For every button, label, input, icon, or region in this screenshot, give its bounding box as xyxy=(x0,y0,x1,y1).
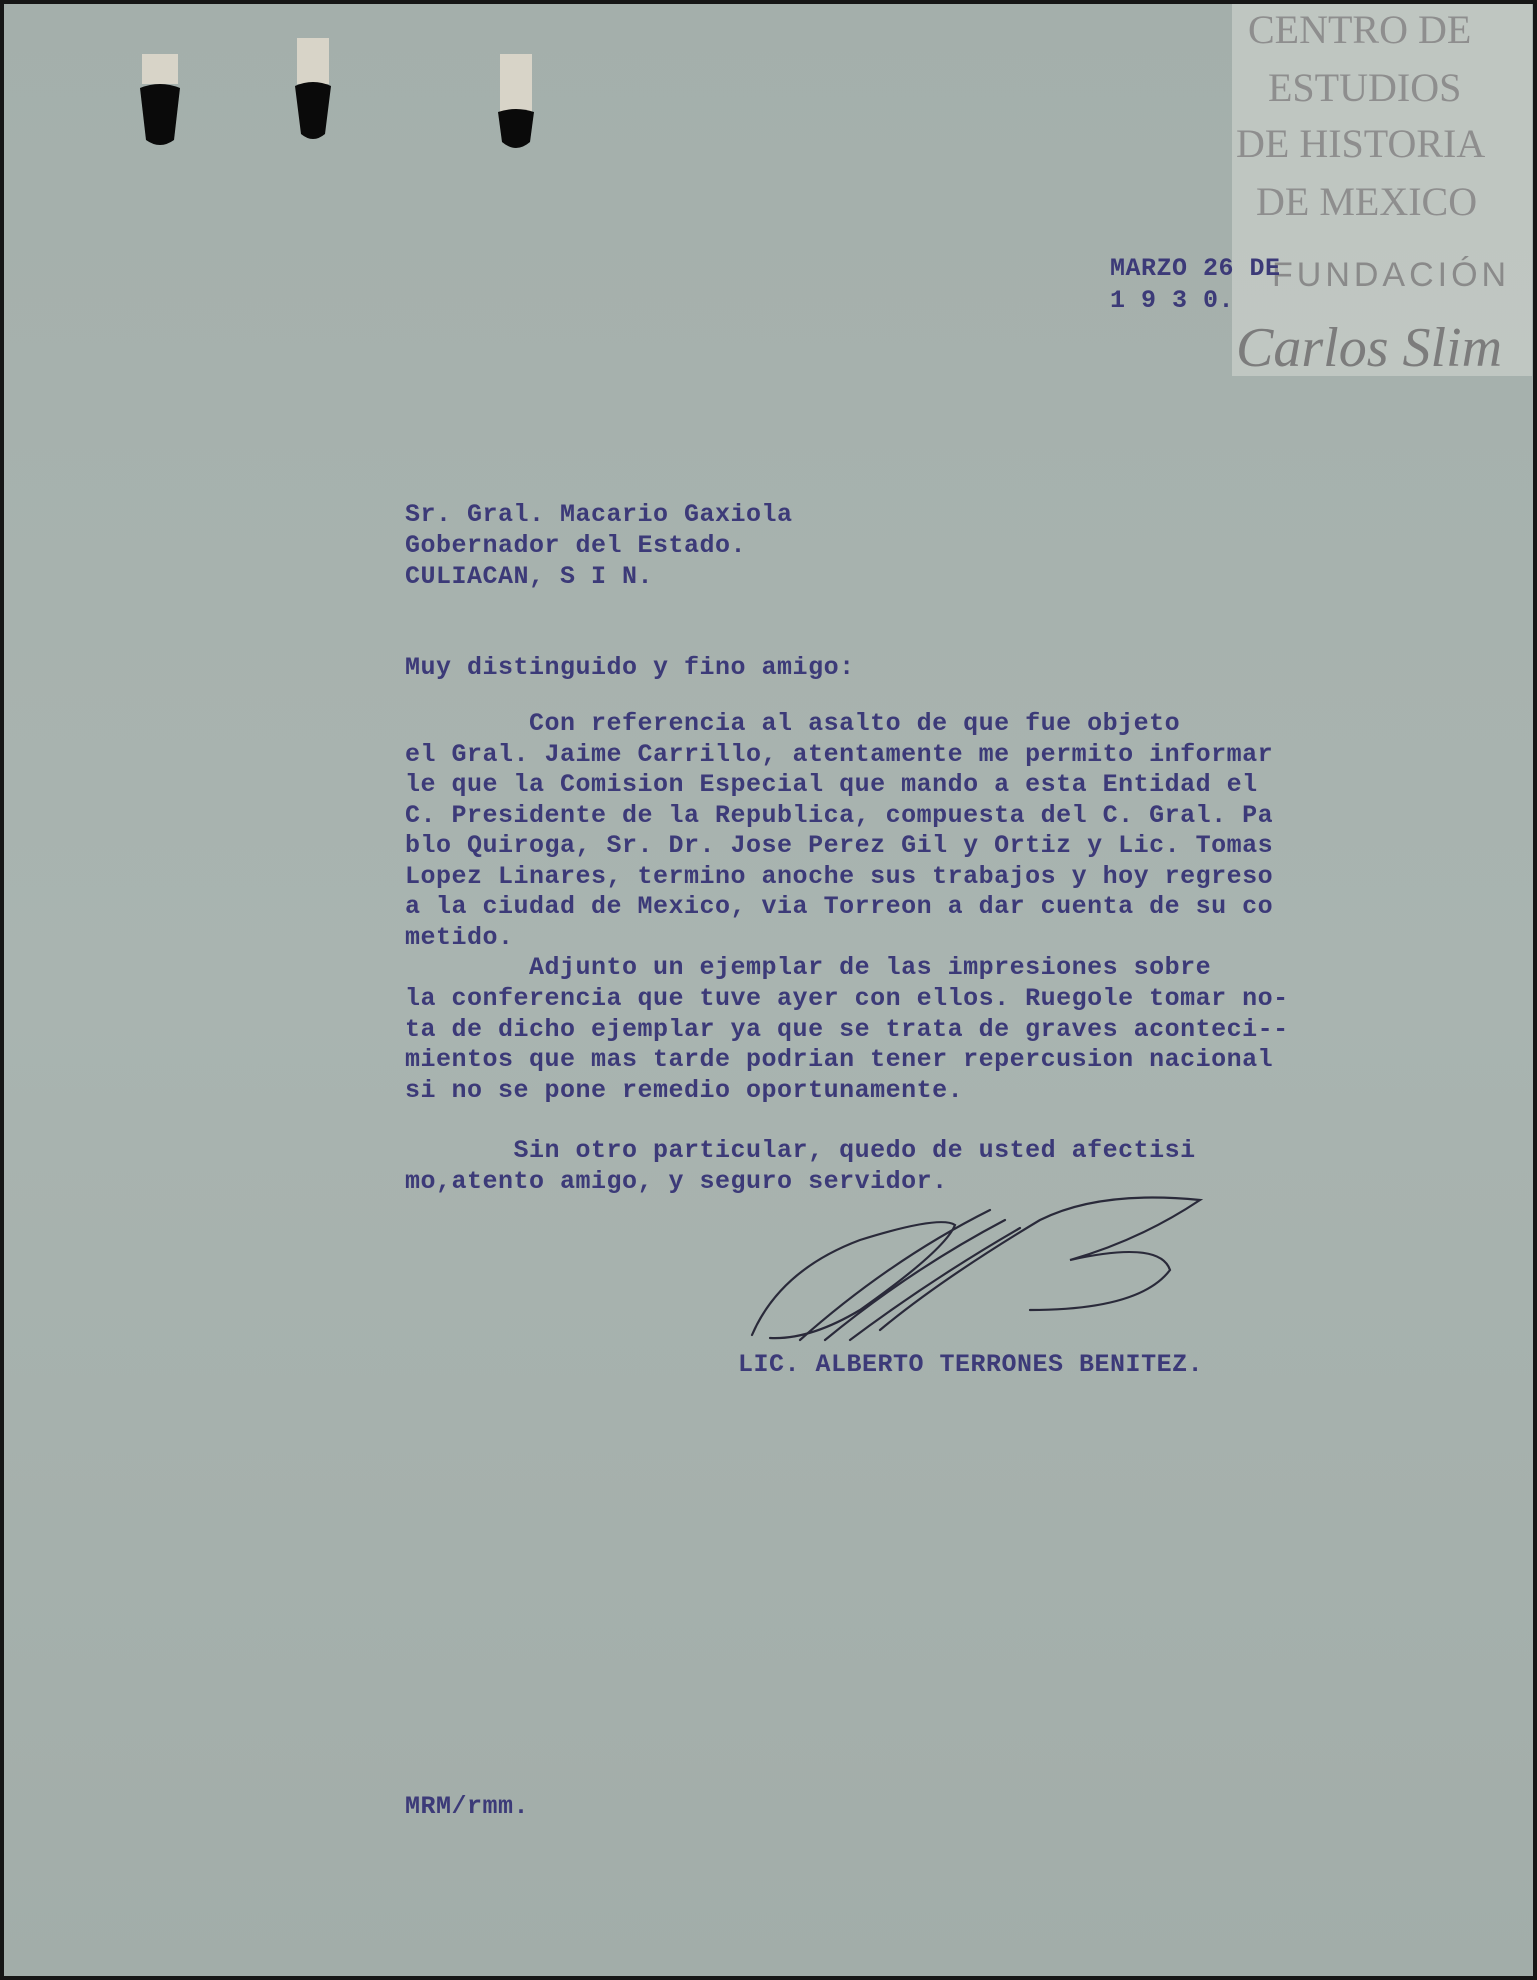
watermark-fundacion: FUNDACIÓN xyxy=(1272,256,1511,294)
date-line-2: 1 9 3 0. xyxy=(1110,286,1235,315)
handwritten-signature xyxy=(740,1180,1230,1350)
watermark-line-1: CENTRO DE xyxy=(1248,7,1472,52)
watermark-line-2: ESTUDIOS xyxy=(1268,65,1462,110)
watermark-signature: Carlos Slim xyxy=(1236,317,1503,379)
body-line: el Gral. Jaime Carrillo, atentamente me permito informar xyxy=(405,740,1274,769)
signature-name: LIC. ALBERTO TERRONES BENITEZ. xyxy=(738,1350,1204,1379)
body-line: la conferencia que tuve ayer con ellos. Ruegole tomar no- xyxy=(405,984,1289,1013)
body-line: metido. xyxy=(405,923,514,952)
body-line: le que la Comision Especial que mando a esta Entidad el xyxy=(405,770,1258,799)
body-line: Con referencia al asalto de que fue objeto xyxy=(405,709,1181,738)
body-line: si no se pone remedio oportunamente. xyxy=(405,1076,964,1105)
binder-hole-3 xyxy=(486,50,546,160)
body-line: Lopez Linares, termino anoche sus trabajos y hoy regreso xyxy=(405,862,1274,891)
recipient-line-3: CULIACAN, S I N. xyxy=(405,562,654,591)
body-line: Adjunto un ejemplar de las impresiones sobre xyxy=(405,953,1212,982)
body-line: ta de dicho ejemplar ya que se trata de graves aconteci-- xyxy=(405,1015,1289,1044)
binder-hole-1 xyxy=(130,50,190,150)
body-line: mo,atento amigo, y seguro servidor. xyxy=(405,1167,948,1196)
watermark-line-4: DE MEXICO xyxy=(1256,179,1478,224)
body-line: Sin otro particular, quedo de usted afectisi xyxy=(405,1136,1196,1165)
body-line: mientos que mas tarde podrian tener repercusion nacional xyxy=(405,1045,1274,1074)
watermark-line-3: DE HISTORIA xyxy=(1236,121,1486,166)
date-line-1: MARZO 26 DE xyxy=(1110,254,1281,283)
reference-initials: MRM/rmm. xyxy=(405,1792,530,1821)
recipient-line-2: Gobernador del Estado. xyxy=(405,531,747,560)
body-line: C. Presidente de la Republica, compuesta del C. Gral. Pa xyxy=(405,801,1274,830)
recipient-line-1: Sr. Gral. Macario Gaxiola xyxy=(405,500,793,529)
body-line: a la ciudad de Mexico, via Torreon a dar cuenta de su co xyxy=(405,892,1274,921)
body-line: blo Quiroga, Sr. Dr. Jose Perez Gil y Ortiz y Lic. Tomas xyxy=(405,831,1274,860)
binder-hole-2 xyxy=(283,34,343,144)
salutation: Muy distinguido y fino amigo: xyxy=(405,653,855,682)
